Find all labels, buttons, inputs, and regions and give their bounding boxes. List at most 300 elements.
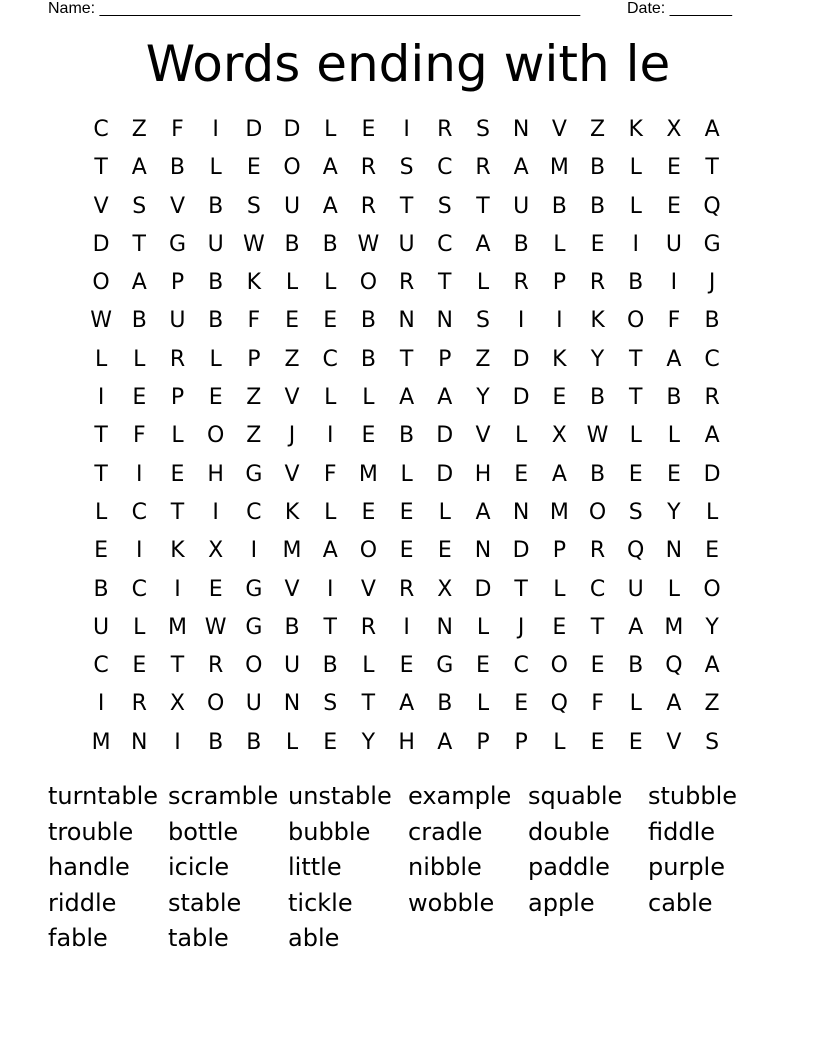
- grid-letter[interactable]: C: [513, 653, 529, 679]
- grid-letter[interactable]: I: [403, 614, 410, 640]
- grid-letter[interactable]: S: [399, 155, 414, 181]
- grid-letter[interactable]: E: [514, 691, 529, 717]
- grid-letter[interactable]: F: [171, 117, 184, 142]
- grid-letter[interactable]: I: [174, 576, 181, 602]
- grid-letter[interactable]: I: [326, 576, 334, 602]
- grid-letter[interactable]: S: [475, 117, 490, 142]
- grid-letter[interactable]: R: [589, 270, 606, 296]
- grid-letter[interactable]: B: [360, 346, 376, 372]
- grid-letter[interactable]: T: [514, 576, 528, 602]
- grid-letter[interactable]: R: [360, 614, 377, 640]
- grid-letter[interactable]: G: [703, 231, 721, 257]
- grid-letter[interactable]: I: [136, 461, 143, 487]
- grid-letter[interactable]: A: [475, 231, 491, 257]
- grid-letter[interactable]: I: [212, 117, 219, 142]
- grid-letter[interactable]: E: [170, 461, 185, 487]
- grid-letter[interactable]: E: [361, 423, 376, 449]
- grid-letter[interactable]: L: [438, 499, 451, 525]
- grid-letter[interactable]: C: [704, 346, 720, 372]
- grid-letter[interactable]: W: [357, 231, 380, 257]
- grid-letter[interactable]: B: [628, 653, 644, 679]
- word-bank: [48, 779, 768, 957]
- grid-letter[interactable]: B: [589, 385, 606, 411]
- grid-letter[interactable]: B: [513, 231, 529, 257]
- grid-letter[interactable]: F: [323, 461, 337, 487]
- grid-letter[interactable]: L: [553, 729, 566, 755]
- grid-letter[interactable]: B: [246, 729, 262, 755]
- grid-letter[interactable]: T: [590, 614, 605, 640]
- grid-letter[interactable]: A: [322, 538, 338, 564]
- grid-letter[interactable]: L: [324, 117, 337, 142]
- grid-letter[interactable]: L: [629, 691, 642, 717]
- grid-letter[interactable]: W: [586, 423, 609, 449]
- grid-letter[interactable]: O: [703, 576, 721, 602]
- grid-letter[interactable]: S: [323, 691, 338, 717]
- grid-letter[interactable]: N: [283, 691, 301, 717]
- grid-letter[interactable]: E: [285, 308, 299, 334]
- grid-letter[interactable]: E: [399, 499, 414, 525]
- grid-letter[interactable]: B: [131, 308, 147, 334]
- grid-letter[interactable]: S: [246, 193, 261, 219]
- grid-letter[interactable]: I: [632, 231, 639, 257]
- grid-letter[interactable]: B: [551, 193, 567, 219]
- grid-letter[interactable]: A: [131, 155, 147, 181]
- grid-letter[interactable]: R: [704, 385, 720, 411]
- grid-letter[interactable]: T: [438, 270, 452, 296]
- grid-letter[interactable]: T: [705, 155, 719, 181]
- grid-letter[interactable]: A: [475, 499, 491, 525]
- grid-letter[interactable]: C: [589, 576, 606, 602]
- grid-letter[interactable]: D: [474, 576, 492, 602]
- grid-letter[interactable]: G: [436, 653, 454, 679]
- grid-letter[interactable]: K: [284, 499, 300, 525]
- grid-letter[interactable]: E: [132, 653, 147, 679]
- grid-letter[interactable]: Y: [667, 499, 681, 525]
- grid-letter[interactable]: L: [94, 346, 108, 372]
- grid-letter[interactable]: O: [206, 423, 225, 449]
- grid-letter[interactable]: L: [667, 576, 681, 602]
- grid-letter[interactable]: A: [437, 385, 453, 411]
- grid-letter[interactable]: U: [93, 614, 110, 640]
- grid-letter[interactable]: Y: [705, 614, 719, 640]
- word-bank-item: example: [408, 782, 512, 810]
- grid-letter[interactable]: A: [551, 461, 567, 487]
- grid-letter[interactable]: P: [552, 270, 566, 296]
- grid-letter[interactable]: E: [476, 653, 490, 679]
- grid-letter[interactable]: P: [438, 346, 452, 372]
- grid-letter[interactable]: L: [629, 193, 642, 219]
- grid-letter[interactable]: Q: [550, 691, 568, 717]
- grid-letter[interactable]: C: [93, 653, 109, 679]
- grid-letter[interactable]: E: [208, 576, 223, 602]
- grid-letter[interactable]: R: [360, 193, 377, 219]
- grid-letter[interactable]: U: [283, 193, 301, 219]
- grid-letter[interactable]: L: [285, 729, 299, 755]
- grid-letter[interactable]: T: [628, 385, 643, 411]
- grid-letter[interactable]: T: [323, 614, 337, 640]
- grid-letter[interactable]: G: [245, 461, 263, 487]
- grid-letter[interactable]: L: [553, 231, 566, 257]
- grid-letter[interactable]: B: [666, 385, 682, 411]
- grid-letter[interactable]: K: [246, 270, 262, 296]
- grid-letter[interactable]: L: [476, 270, 490, 296]
- grid-letter[interactable]: I: [250, 538, 258, 564]
- grid-letter[interactable]: U: [169, 308, 186, 334]
- grid-letter[interactable]: B: [208, 729, 224, 755]
- grid-letter[interactable]: B: [589, 461, 606, 487]
- grid-letter[interactable]: I: [97, 691, 105, 717]
- grid-letter[interactable]: B: [208, 193, 224, 219]
- grid-letter[interactable]: A: [131, 270, 147, 296]
- grid-letter[interactable]: B: [399, 423, 415, 449]
- grid-letter[interactable]: K: [170, 538, 185, 564]
- grid-letter[interactable]: L: [629, 423, 642, 449]
- grid-letter[interactable]: W: [242, 231, 265, 257]
- grid-letter[interactable]: R: [131, 691, 147, 717]
- grid-letter[interactable]: A: [666, 691, 682, 717]
- grid-letter[interactable]: A: [704, 653, 720, 679]
- grid-letter[interactable]: N: [398, 308, 415, 334]
- grid-letter[interactable]: L: [133, 614, 146, 640]
- grid-letter[interactable]: U: [627, 576, 644, 602]
- grid-letter[interactable]: F: [247, 308, 261, 334]
- grid-letter[interactable]: E: [399, 538, 414, 564]
- grid-letter[interactable]: M: [664, 614, 684, 640]
- grid-letter[interactable]: L: [476, 614, 490, 640]
- grid-letter[interactable]: L: [362, 653, 375, 679]
- grid-letter[interactable]: E: [705, 538, 720, 564]
- grid-letter[interactable]: A: [322, 155, 338, 181]
- grid-letter[interactable]: Y: [361, 729, 376, 755]
- grid-letter[interactable]: T: [94, 155, 108, 181]
- grid-letter[interactable]: G: [245, 576, 263, 602]
- grid-letter[interactable]: J: [288, 423, 296, 449]
- grid-letter[interactable]: P: [170, 385, 185, 411]
- grid-letter[interactable]: B: [628, 270, 644, 296]
- grid-letter[interactable]: M: [358, 461, 378, 487]
- grid-letter[interactable]: E: [552, 385, 567, 411]
- grid-letter[interactable]: U: [283, 653, 301, 679]
- grid-letter[interactable]: R: [475, 155, 491, 181]
- grid-letter[interactable]: M: [549, 499, 569, 525]
- grid-letter[interactable]: T: [628, 346, 643, 372]
- grid-letter[interactable]: C: [322, 346, 338, 372]
- word-bank-item: cable: [648, 888, 713, 917]
- grid-letter[interactable]: O: [627, 308, 645, 334]
- grid-letter[interactable]: B: [589, 193, 606, 219]
- grid-letter[interactable]: M: [549, 155, 569, 181]
- date-field[interactable]: Date: _______: [627, 0, 732, 17]
- grid-letter[interactable]: D: [436, 461, 454, 487]
- grid-letter[interactable]: T: [132, 231, 146, 257]
- grid-letter[interactable]: E: [361, 117, 376, 142]
- grid-letter[interactable]: I: [136, 538, 143, 564]
- grid-letter[interactable]: Z: [246, 385, 262, 411]
- grid-letter[interactable]: E: [590, 729, 605, 755]
- grid-letter[interactable]: P: [514, 729, 528, 755]
- grid-letter[interactable]: U: [398, 231, 415, 257]
- grid-letter[interactable]: W: [90, 308, 112, 334]
- grid-letter[interactable]: U: [665, 231, 682, 257]
- grid-letter[interactable]: B: [437, 691, 453, 717]
- word-bank-item: able: [288, 924, 340, 952]
- grid-letter[interactable]: B: [360, 308, 376, 334]
- grid-letter[interactable]: L: [476, 691, 490, 717]
- grid-letter[interactable]: O: [588, 499, 607, 525]
- grid-letter[interactable]: M: [282, 538, 302, 564]
- grid-letter[interactable]: L: [324, 385, 337, 411]
- grid-letter[interactable]: H: [207, 461, 224, 487]
- grid-letter[interactable]: A: [704, 423, 720, 449]
- grid-letter[interactable]: O: [359, 538, 378, 564]
- grid-letter[interactable]: V: [284, 461, 300, 487]
- grid-letter[interactable]: X: [666, 117, 682, 142]
- grid-letter[interactable]: A: [704, 117, 720, 142]
- grid-letter[interactable]: E: [552, 614, 567, 640]
- grid-letter[interactable]: J: [708, 270, 716, 296]
- grid-letter[interactable]: V: [360, 576, 376, 602]
- grid-letter[interactable]: L: [324, 270, 337, 296]
- grid-letter[interactable]: V: [475, 423, 491, 449]
- grid-letter[interactable]: V: [666, 729, 682, 755]
- grid-letter[interactable]: D: [436, 423, 454, 449]
- grid-letter[interactable]: B: [322, 231, 338, 257]
- grid-letter[interactable]: D: [512, 346, 530, 372]
- grid-letter[interactable]: Z: [131, 117, 147, 142]
- grid-letter[interactable]: N: [131, 729, 148, 755]
- grid-letter[interactable]: N: [665, 538, 683, 564]
- grid-letter[interactable]: I: [403, 117, 410, 142]
- grid-letter[interactable]: R: [437, 117, 453, 142]
- grid-letter[interactable]: R: [208, 653, 224, 679]
- grid-letter[interactable]: E: [246, 155, 261, 181]
- grid-letter[interactable]: L: [362, 385, 375, 411]
- grid-letter[interactable]: Q: [703, 193, 721, 219]
- grid-letter[interactable]: B: [208, 308, 224, 334]
- grid-letter[interactable]: D: [92, 231, 110, 257]
- grid-letter[interactable]: D: [512, 385, 530, 411]
- grid-letter[interactable]: A: [399, 385, 415, 411]
- grid-letter[interactable]: Q: [665, 653, 683, 679]
- grid-letter[interactable]: C: [131, 576, 147, 602]
- grid-letter[interactable]: L: [324, 499, 337, 525]
- grid-letter[interactable]: E: [628, 729, 643, 755]
- grid-letter[interactable]: T: [170, 499, 185, 525]
- grid-letter[interactable]: X: [169, 691, 185, 717]
- grid-letter[interactable]: E: [132, 385, 147, 411]
- grid-letter[interactable]: E: [94, 538, 109, 564]
- grid-letter[interactable]: L: [705, 499, 719, 525]
- grid-letter[interactable]: I: [670, 270, 678, 296]
- grid-letter[interactable]: S: [437, 193, 452, 219]
- grid-letter[interactable]: R: [169, 346, 186, 372]
- grid-letter[interactable]: O: [206, 691, 225, 717]
- grid-letter[interactable]: I: [212, 499, 219, 525]
- grid-letter[interactable]: P: [552, 538, 566, 564]
- grid-letter[interactable]: E: [323, 729, 338, 755]
- grid-letter[interactable]: S: [475, 308, 490, 334]
- grid-letter[interactable]: L: [629, 155, 642, 181]
- word-bank-item: double: [528, 817, 610, 846]
- grid-letter[interactable]: N: [512, 499, 530, 525]
- grid-letter[interactable]: Z: [589, 117, 606, 142]
- grid-letter[interactable]: L: [400, 461, 413, 487]
- grid-letter[interactable]: A: [666, 346, 682, 372]
- grid-letter[interactable]: B: [208, 270, 224, 296]
- grid-letter[interactable]: T: [476, 193, 490, 219]
- grid-letter[interactable]: B: [169, 155, 186, 181]
- grid-letter[interactable]: O: [92, 270, 110, 296]
- grid-letter[interactable]: Z: [284, 346, 300, 372]
- grid-letter[interactable]: V: [93, 193, 109, 219]
- grid-letter[interactable]: K: [590, 308, 605, 334]
- grid-letter[interactable]: V: [284, 385, 300, 411]
- grid-letter[interactable]: C: [437, 155, 453, 181]
- grid-letter[interactable]: A: [322, 193, 338, 219]
- grid-letter[interactable]: L: [285, 270, 299, 296]
- word-bank-item: cradle: [408, 817, 483, 846]
- grid-letter[interactable]: I: [97, 385, 105, 411]
- word-bank-item: purple: [648, 853, 725, 881]
- grid-letter[interactable]: D: [283, 117, 301, 142]
- grid-letter[interactable]: M: [167, 614, 187, 640]
- grid-letter[interactable]: P: [247, 346, 261, 372]
- grid-letter[interactable]: G: [245, 614, 263, 640]
- grid-letter[interactable]: N: [436, 308, 454, 334]
- grid-letter[interactable]: H: [474, 461, 492, 487]
- grid-letter[interactable]: I: [174, 729, 181, 755]
- grid-letter[interactable]: E: [437, 538, 452, 564]
- grid-letter[interactable]: T: [94, 423, 108, 449]
- grid-letter[interactable]: L: [171, 423, 184, 449]
- grid-letter[interactable]: C: [93, 117, 109, 142]
- grid-letter[interactable]: N: [436, 614, 454, 640]
- grid-letter[interactable]: Y: [590, 346, 605, 372]
- grid-letter[interactable]: T: [94, 461, 108, 487]
- grid-letter[interactable]: F: [132, 423, 146, 449]
- grid-letter[interactable]: A: [399, 691, 415, 717]
- grid-letter[interactable]: X: [551, 423, 567, 449]
- grid-letter[interactable]: E: [666, 461, 681, 487]
- grid-letter[interactable]: P: [476, 729, 490, 755]
- grid-letter[interactable]: I: [326, 423, 334, 449]
- grid-letter[interactable]: D: [245, 117, 263, 142]
- name-field[interactable]: Name: ______________________________________________________: [48, 0, 581, 17]
- grid-letter[interactable]: E: [666, 155, 681, 181]
- grid-letter[interactable]: L: [553, 576, 566, 602]
- word-bank-item: apple: [528, 888, 595, 917]
- grid-letter[interactable]: K: [628, 117, 643, 142]
- grid-letter[interactable]: Y: [476, 385, 490, 411]
- grid-letter[interactable]: L: [209, 346, 222, 372]
- grid-letter[interactable]: F: [591, 691, 604, 717]
- grid-letter[interactable]: O: [245, 653, 263, 679]
- grid-letter[interactable]: S: [132, 193, 147, 219]
- grid-letter[interactable]: M: [91, 729, 111, 755]
- grid-letter[interactable]: P: [170, 270, 185, 296]
- grid-letter[interactable]: U: [245, 691, 262, 717]
- grid-letter[interactable]: X: [437, 576, 453, 602]
- grid-letter[interactable]: R: [589, 538, 606, 564]
- grid-letter[interactable]: T: [170, 653, 185, 679]
- letter-grid[interactable]: [82, 111, 731, 762]
- grid-letter[interactable]: Z: [704, 691, 720, 717]
- grid-letter[interactable]: C: [437, 231, 453, 257]
- grid-letter[interactable]: B: [93, 576, 109, 602]
- grid-letter[interactable]: R: [398, 576, 415, 602]
- grid-letter[interactable]: R: [360, 155, 377, 181]
- grid-letter[interactable]: L: [133, 346, 146, 372]
- grid-letter[interactable]: E: [628, 461, 643, 487]
- grid-letter[interactable]: N: [512, 117, 530, 142]
- grid-letter[interactable]: B: [589, 155, 606, 181]
- grid-letter[interactable]: S: [705, 729, 720, 755]
- grid-letter[interactable]: A: [437, 729, 453, 755]
- grid-letter[interactable]: B: [284, 614, 300, 640]
- grid-letter[interactable]: O: [359, 270, 378, 296]
- grid-letter[interactable]: Q: [627, 538, 645, 564]
- grid-letter[interactable]: I: [517, 308, 525, 334]
- grid-letter[interactable]: Z: [246, 423, 262, 449]
- grid-letter[interactable]: B: [322, 653, 338, 679]
- grid-letter[interactable]: E: [323, 308, 338, 334]
- grid-letter[interactable]: E: [590, 231, 605, 257]
- grid-letter[interactable]: R: [513, 270, 529, 296]
- grid-letter[interactable]: H: [398, 729, 415, 755]
- grid-letter[interactable]: X: [208, 538, 224, 564]
- grid-letter[interactable]: T: [399, 346, 414, 372]
- grid-letter[interactable]: G: [168, 231, 186, 257]
- grid-letter[interactable]: E: [208, 385, 223, 411]
- grid-letter[interactable]: V: [284, 576, 300, 602]
- grid-letter[interactable]: F: [667, 308, 681, 334]
- grid-letter[interactable]: D: [703, 461, 721, 487]
- grid-letter[interactable]: E: [590, 653, 605, 679]
- grid-letter[interactable]: E: [514, 461, 529, 487]
- grid-letter[interactable]: S: [628, 499, 643, 525]
- grid-letter[interactable]: B: [704, 308, 720, 334]
- grid-letter[interactable]: L: [515, 423, 528, 449]
- grid-letter[interactable]: C: [246, 499, 262, 525]
- grid-letter[interactable]: V: [551, 117, 567, 142]
- grid-letter[interactable]: N: [474, 538, 492, 564]
- grid-letter[interactable]: K: [552, 346, 567, 372]
- grid-letter[interactable]: U: [207, 231, 224, 257]
- grid-letter[interactable]: E: [666, 193, 681, 219]
- grid-letter[interactable]: T: [399, 193, 414, 219]
- grid-letter[interactable]: A: [628, 614, 644, 640]
- grid-letter[interactable]: A: [513, 155, 529, 181]
- grid-letter[interactable]: Z: [475, 346, 491, 372]
- grid-letter[interactable]: L: [209, 155, 222, 181]
- grid-letter[interactable]: U: [513, 193, 530, 219]
- grid-letter[interactable]: I: [556, 308, 563, 334]
- grid-letter[interactable]: D: [512, 538, 530, 564]
- grid-letter[interactable]: L: [94, 499, 108, 525]
- grid-letter[interactable]: R: [398, 270, 415, 296]
- grid-letter[interactable]: T: [361, 691, 376, 717]
- grid-letter[interactable]: W: [204, 614, 227, 640]
- grid-letter[interactable]: C: [131, 499, 147, 525]
- grid-letter[interactable]: V: [169, 193, 185, 219]
- grid-letter[interactable]: O: [550, 653, 568, 679]
- grid-letter[interactable]: O: [283, 155, 301, 181]
- grid-letter[interactable]: E: [399, 653, 414, 679]
- grid-letter[interactable]: E: [361, 499, 376, 525]
- grid-letter[interactable]: B: [284, 231, 300, 257]
- grid-letter[interactable]: L: [667, 423, 681, 449]
- grid-letter[interactable]: J: [517, 614, 525, 640]
